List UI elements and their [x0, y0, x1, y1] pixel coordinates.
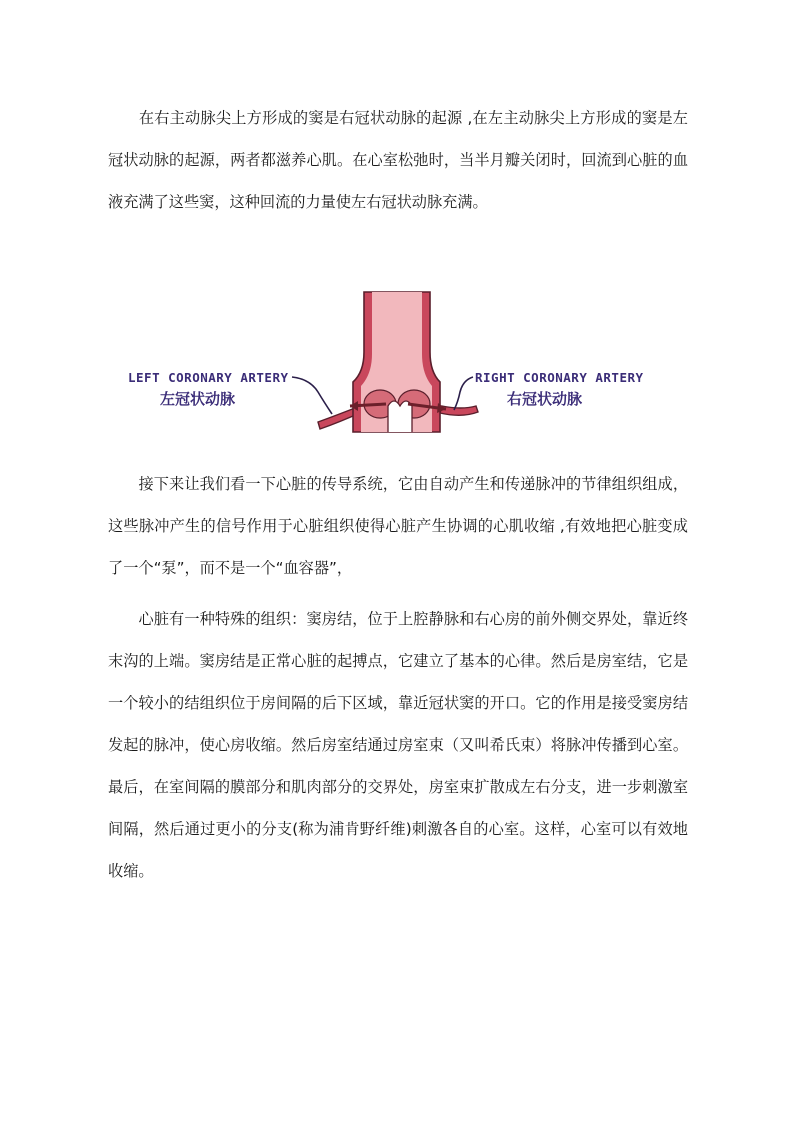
paragraph-coronary-origin: 在右主动脉尖上方形成的窦是右冠状动脉的起源 ,在左主动脉尖上方形成的窦是左冠状动脉的起源，两者都滋养心肌。在心室松弛时，当半月瓣关闭时，回流到心脏的血液充满了这些窦，这种回流的力量使左右冠状动脉充满。	[108, 109, 688, 211]
left-coronary-label-en: LEFT CORONARY ARTERY	[128, 370, 289, 385]
aortic-root-coronary-figure	[118, 282, 658, 442]
right-coronary-artery-shape	[440, 406, 478, 415]
left-coronary-label-zh: 左冠状动脉	[160, 390, 236, 408]
right-leader-line	[454, 377, 473, 410]
right-coronary-label-en: RIGHT CORONARY ARTERY	[475, 370, 644, 385]
right-coronary-label-zh: 右冠状动脉	[507, 390, 583, 408]
valve-cusps	[388, 401, 412, 432]
paragraph-sinoatrial-node: 心脏有一种特殊的组织：窦房结，位于上腔静脉和右心房的前外侧交界处，靠近终末沟的上端。窦房结是正常心脏的起搏点，它建立了基本的心律。然后是房室结，它是一个较小的结组织位于房间隔的后下区域，靠近冠状窦的开口。它的作用是接受窦房结发起的脉冲，使心房收缩。然后房室结通过房室束（又叫希氏束）将脉冲传播到心室。最后，在室间隔的膜部分和肌肉部分的交界处，房室束扩散成左右分支，进一步刺激室间隔，然后通过更小的分支(称为浦肯野纤维)刺激各自的心室。这样，心室可以有效地收缩。	[108, 610, 688, 880]
paragraph-conduction-system: 接下来让我们看一下心脏的传导系统，它由自动产生和传递脉冲的节律组织组成，这些脉冲产生的信号作用于心脏组织使得心脏产生协调的心肌收缩 ,有效地把心脏变成了一个“泵”，而不是一个“血容器”，	[108, 475, 688, 577]
aorta-illustration	[118, 282, 658, 442]
left-leader-line	[292, 377, 332, 414]
